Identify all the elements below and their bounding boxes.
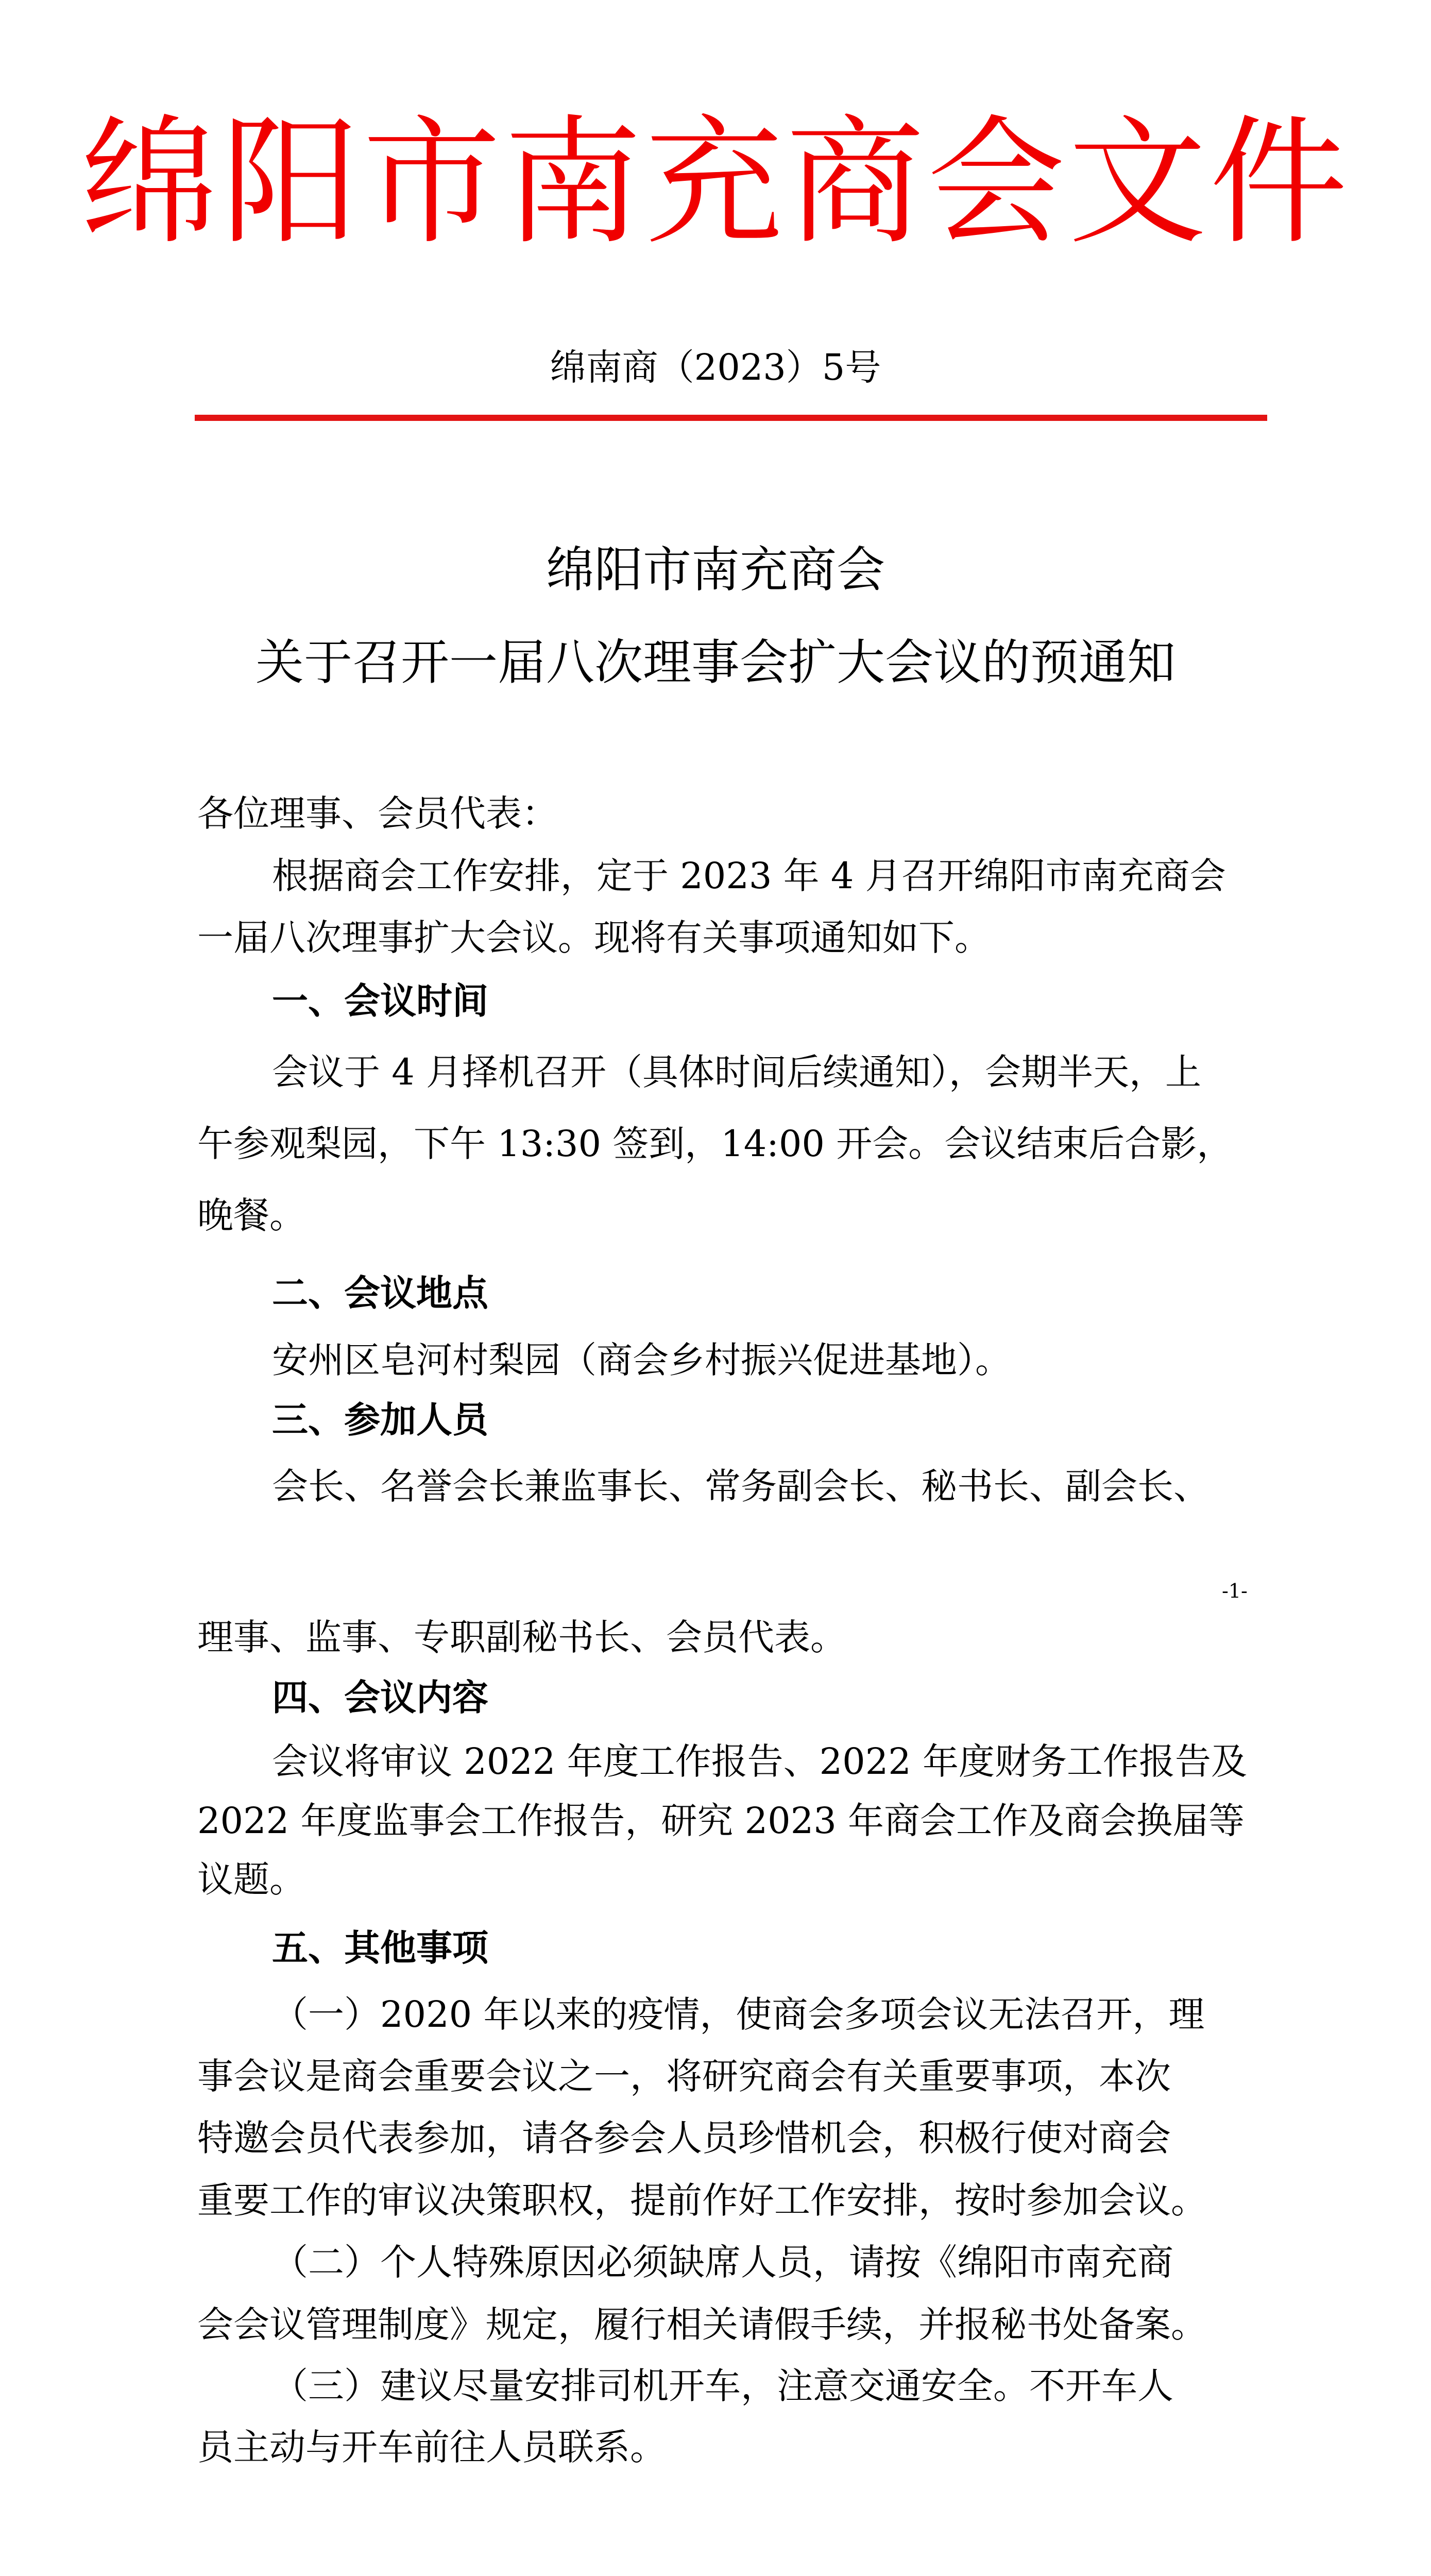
notice-title-line1: 绵阳市南充商会: [546, 542, 885, 598]
section-content-line-3: 议题。: [197, 1858, 305, 1901]
section-heading-attendees: 三、参加人员: [272, 1399, 488, 1441]
section-content-line-1: 会议将审议 2022 年度工作报告、2022 年度财务工作报告及: [272, 1740, 1248, 1783]
section-time-line-1: 会议于 4 月择机召开（具体时间后续通知），会期半天，上: [272, 1051, 1202, 1093]
section-other-p1-line-3: 特邀会员代表参加，请各参会人员珍惜机会，积极行使对商会: [197, 2117, 1171, 2159]
intro-line-1: 根据商会工作安排，定于 2023 年 4 月召开绵阳市南充商会: [272, 855, 1226, 897]
section-location-line-1: 安州区皂河村梨园（商会乡村振兴促进基地）。: [272, 1339, 1011, 1381]
section-heading-other: 五、其他事项: [272, 1927, 488, 1969]
section-time-line-2: 午参观梨园，下午 13:30 签到，14:00 开会。会议结束后合影，: [197, 1123, 1233, 1165]
section-heading-content: 四、会议内容: [272, 1676, 488, 1719]
section-time-line-3: 晚餐。: [197, 1194, 305, 1236]
section-other-p1-line-2: 事会议是商会重要会议之一，将研究商会有关重要事项，本次: [197, 2055, 1171, 2097]
section-other-p2-line-2: 会会议管理制度》规定，履行相关请假手续，并报秘书处备案。: [197, 2303, 1207, 2346]
document-number: 绵南商（2023）5号: [550, 346, 881, 388]
section-content-line-2: 2022 年度监事会工作报告，研究 2023 年商会工作及商会换届等: [197, 1800, 1245, 1842]
document-letterhead-title: 绵阳市南充商会文件: [80, 103, 1351, 263]
notice-title-line2: 关于召开一届八次理事会扩大会议的预通知: [255, 635, 1176, 691]
section-heading-location: 二、会议地点: [272, 1272, 488, 1314]
section-attendees-line-2: 理事、监事、专职副秘书长、会员代表。: [197, 1616, 846, 1658]
section-other-p1-line-1: （一）2020 年以来的疫情，使商会多项会议无法召开，理: [272, 1993, 1205, 2036]
section-other-p2-line-1: （二）个人特殊原因必须缺席人员，请按《绵阳市南充商: [272, 2241, 1173, 2283]
intro-line-2: 一届八次理事扩大会议。现将有关事项通知如下。: [197, 917, 991, 959]
section-other-p3-line-1: （三）建议尽量安排司机开车，注意交通安全。不开车人: [272, 2365, 1173, 2407]
section-heading-time: 一、会议时间: [272, 980, 488, 1022]
section-attendees-line-1: 会长、名誉会长兼监事长、常务副会长、秘书长、副会长、: [272, 1465, 1209, 1507]
section-other-p1-line-4: 重要工作的审议决策职权，提前作好工作安排，按时参加会议。: [197, 2179, 1207, 2222]
letterhead-red-rule: [195, 415, 1267, 421]
salutation: 各位理事、会员代表：: [197, 792, 558, 835]
page-number-1: -1-: [1222, 1580, 1248, 1602]
section-other-p3-line-2: 员主动与开车前往人员联系。: [197, 2426, 666, 2468]
